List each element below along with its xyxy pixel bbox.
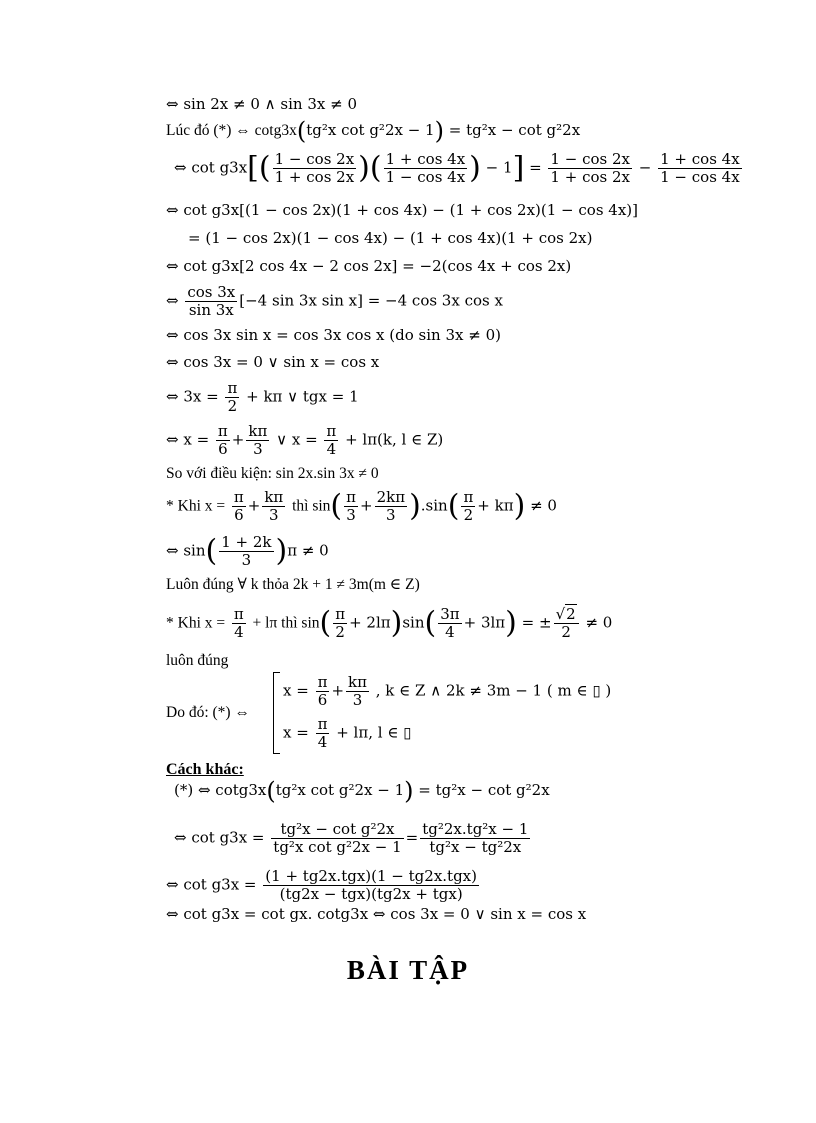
math-line-c1: (*) ⇔ cotg3x(tg²x cot g²2x − 1) = tg²x − cot g²2x (174, 777, 550, 805)
system-bracket (273, 672, 280, 754)
math-line-7: ⇔ $\frac{\cos 3x}{\sin 3x}$ [−4 sin 3x sin x] = −4 cos 3x cos x (166, 283, 503, 319)
fraction: $\frac{\text{(1 + tg2x.tgx)(1 − tg2x.tgx)}}{\text{(tg2x − tgx)(tg2x + tgx)}}$ (265, 867, 477, 903)
fraction: $\frac{\text{tg²x − cot g²2x}}{\text{tg²x cot g²2x − 1}}$ (273, 820, 402, 856)
fraction: $\frac{\pi}{2}$ (463, 488, 474, 524)
math-line-16: * Khi x = $\frac{\pi}{4}$ + lπ thì sin( $\frac{\pi}{2}$ + 2lπ)sin( $\frac{3\pi}{4}$ + 3lπ) = ± $\frac{√2}{2}$ ≠ 0 (166, 605, 613, 641)
math-line-c4: ⇔ cot g3x = cot gx. cotg3x ⇔ cos 3x = 0 ∨ sin x = cos x (166, 905, 587, 923)
text-line-luon-dung: Luôn đúng ∀ k thỏa 2k + 1 ≠ 3m(m ∈ Z) (166, 576, 420, 593)
system-row-2: x = $\frac{\pi}{4}$ + lπ, l ∈ ▯ (283, 715, 412, 751)
math-line-c2: ⇔ cot g3x = $\frac{\text{tg²x − cot g²2x}}{\text{tg²x cot g²2x − 1}}$ = $\frac{\text{tg²2x.tg²x − 1}}{\text{tg²x − tg²2x}}$ (174, 820, 529, 856)
fraction: $\frac{k\pi}{3}$ (248, 422, 268, 458)
fraction: $\frac{\pi}{4}$ (326, 422, 337, 458)
math-line-6: ⇔ cot g3x[2 cos 4x − 2 cos 2x] = −2(cos 4x + cos 2x) (166, 257, 572, 275)
math-line-9: ⇔ cos 3x = 0 ∨ sin x = cos x (166, 353, 380, 371)
math-line-luc-do: Lúc đó (*) ⇔ cotg3x(tg²x cot g²2x − 1) = tg²x − cot g²2x (166, 117, 581, 145)
section-heading-cach-khac: Cách khác: (166, 761, 244, 778)
fraction: $\frac{1 + \cos 4x}{1 - \cos 4x}$ (660, 150, 740, 186)
text-line-luon-dung-2: luôn đúng (166, 652, 229, 669)
math-line-10: ⇔ 3x = $\frac{\pi}{2}$ + kπ ∨ tgx = 1 (166, 379, 359, 415)
fraction: $\frac{1 - \cos 2x}{1 + \cos 2x}$ (274, 150, 355, 186)
fraction: $\frac{\pi}{2}$ (335, 605, 346, 641)
system-row-1: x = $\frac{\pi}{6}$ + $\frac{k\pi}{3}$ , k ∈ Z ∧ 2k ≠ 3m − 1 ( m ∈ ▯ ) (283, 673, 612, 709)
math-line-4: ⇔ cot g3x[(1 − cos 2x)(1 + cos 4x) − (1 + cos 2x)(1 − cos 4x)] (166, 201, 638, 219)
fraction: $\frac{1 + \cos 4x}{1 - \cos 4x}$ (385, 150, 466, 186)
fraction: $\frac{√2}{2}$ (554, 606, 579, 641)
fraction: $\frac{k\pi}{3}$ (264, 488, 284, 524)
fraction: $\frac{\pi}{2}$ (227, 379, 238, 415)
math-line-condition: ⇔ sin 2x ≠ 0 ∧ sin 3x ≠ 0 (166, 95, 358, 113)
fraction: $\frac{\cos 3x}{\sin 3x}$ (187, 283, 236, 319)
fraction: $\frac{\pi}{6}$ (233, 488, 244, 524)
solution-system (273, 672, 612, 752)
fraction: $\frac{\text{tg²2x.tg²x − 1}}{\text{tg²x − tg²2x}}$ (422, 820, 529, 856)
fraction: $\frac{\pi}{6}$ (317, 673, 328, 709)
math-line-8: ⇔ cos 3x sin x = cos 3x cos x (do sin 3x ≠ 0) (166, 326, 501, 344)
fraction: $\frac{\pi}{3}$ (346, 488, 356, 524)
fraction: $\frac{\pi}{4}$ (233, 605, 244, 641)
fraction: $\frac{1 - \cos 2x}{1 + \cos 2x}$ (550, 150, 630, 186)
fraction: $\frac{k\pi}{3}$ (348, 673, 367, 709)
fraction: $\frac{2k\pi}{3}$ (376, 488, 406, 524)
page-title-bai-tap: BÀI TẬP (346, 955, 470, 985)
fraction: $\frac{\pi}{4}$ (317, 715, 328, 751)
math-line-5: = (1 − cos 2x)(1 − cos 4x) − (1 + cos 4x)(1 + cos 2x) (188, 229, 593, 247)
sqrt-symbol: √2 (555, 605, 576, 623)
math-line-14: ⇔ sin( $\frac{1 + 2k}{3}$ )π ≠ 0 (166, 533, 329, 569)
math-line-11: ⇔ x = $\frac{\pi}{6}$ + $\frac{k\pi}{3}$ ∨ x = $\frac{\pi}{4}$ + lπ(k, l ∈ Z) (166, 422, 444, 458)
math-line-expansion: ⇔ cot g3x[( $\frac{1 - \cos 2x}{1 + \cos 2x}$ )( $\frac{1 + \cos 4x}{1 - \cos 4x}$ ) − 1] = $\frac{1 - \cos 2x}{1 + \cos 2x}$ − $\frac{1 + \cos 4x}{1 - \cos 4x}$ (174, 150, 740, 186)
fraction: $\frac{3\pi}{4}$ (440, 605, 460, 641)
fraction: $\frac{\pi}{6}$ (217, 422, 228, 458)
text-line-do-do: Do đó: (*) ⇔ (166, 704, 250, 721)
math-line-13: * Khi x = $\frac{\pi}{6}$ + $\frac{k\pi}{3}$ thì sin( $\frac{\pi}{3}$ + $\frac{2k\pi}{3}$ ).sin( $\frac{\pi}{2}$ + kπ) ≠ 0 (166, 488, 557, 524)
fraction: $\frac{1 + 2k}{3}$ (221, 533, 272, 569)
text-line-so-voi: So với điều kiện: sin 2x.sin 3x ≠ 0 (166, 465, 379, 482)
math-line-c3: ⇔ cot g3x = $\frac{\text{(1 + tg2x.tgx)(1 − tg2x.tgx)}}{\text{(tg2x − tgx)(tg2x + tgx)}}$ (166, 867, 477, 903)
